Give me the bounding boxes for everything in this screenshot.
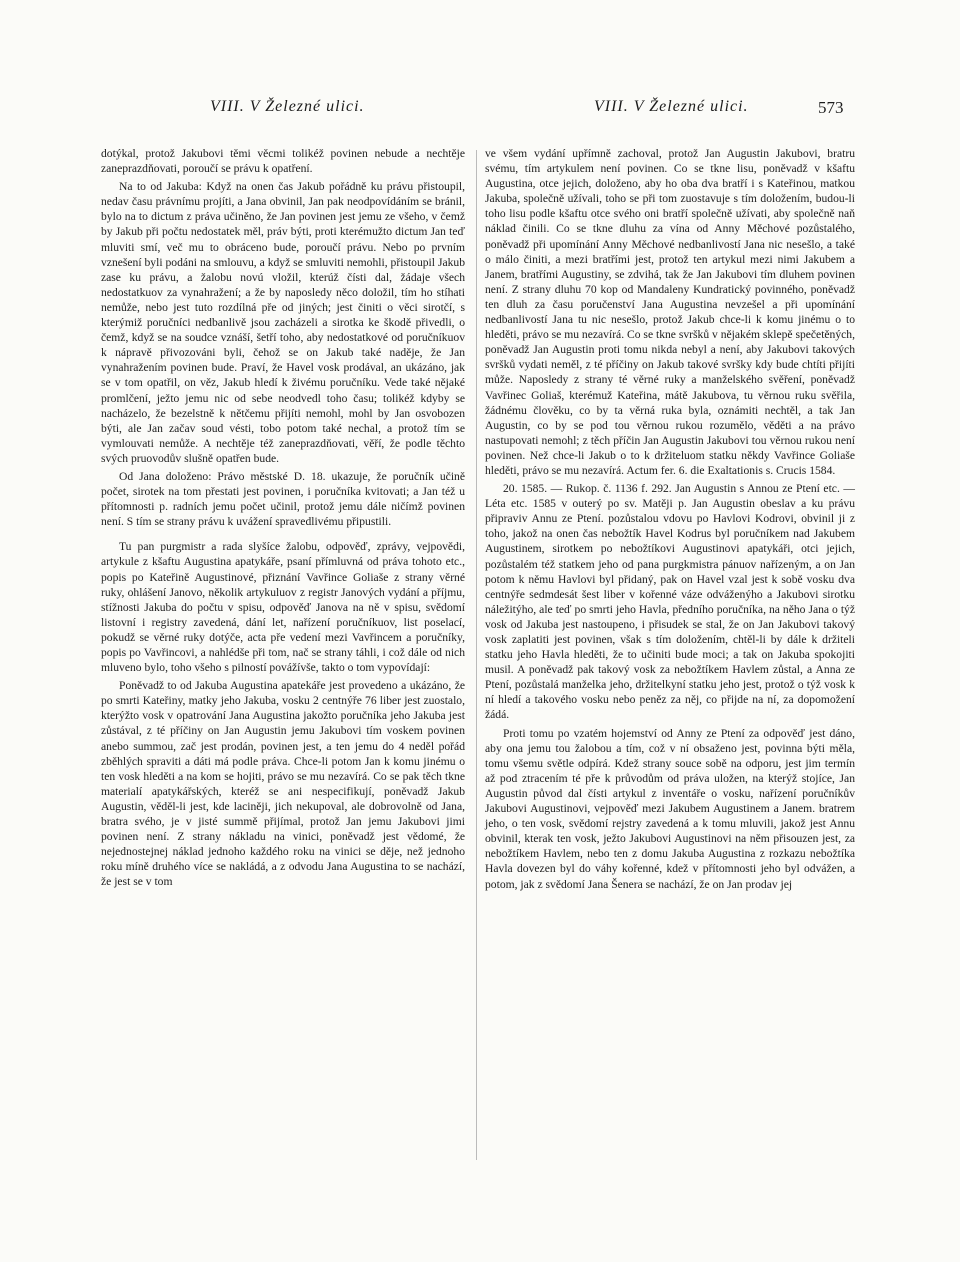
paragraph: Od Jana doloženo: Právo městské D. 18. ukazuje, že poručník učině počet, sirotek na tom přestati jest povinen, i poručníka kvitovati; a Jan též u přítomnosti p. radních jemu počet učinil, protož jemu dále ničímž povinen není. S tím se strany právu k uvážení spravedlivému připustili. <box>101 469 465 529</box>
paragraph: Poněvadž to od Jakuba Augustina apatekáře jest provedeno a ukázáno, že po smrti Kateřiny, matky jeho Jakuba, vosku 2 centnýře 76 liber jest zuostalo, kterýžto vosk v opatrování Jana Augustina jakožto poručníka jeho Jakuba jest zůstával, z té příčiny on Jan Augustin jemu Jakubovi tím voskem povinen anebo summou, zač jest prodán, povinen jest, a ten jemu do 4 neděl pořád zběhlých spraviti a dáti má podle práva. Chce-li potom Jan k komu jinému o ten vosk hleděti a na kom se hojiti, právo se mu nezavírá. Co se pak těch tkne materialí apatykářských, kteréž se ani nespecifikují, poněvadž Jakub Augustin, věděl-li jest, kde laciněji, jich nekupoval, ale dobrovolně od Jana, bratra svého, je v jisté summě přijímal, protož Jan jemu Jakubovi jimi povinen není. Z strany nákladu na vinici, poněvadž jest vědomé, že nejednostejnej náklad jednoho každého roku na vinici se děje, než jednoho roku míně druhého více se nakládá, a z odvodu Jana Augustina to se nachází, že jest se v tom <box>101 679 465 889</box>
right-column <box>485 146 855 892</box>
left-column <box>101 146 465 890</box>
running-header-left: VIII. V Železné ulici. <box>210 98 365 115</box>
paragraph: Proti tomu po vzatém hojemství od Anny ze Ptení za odpověď jest dáno, aby ona jemu tou žalobou a tím, což v ní obsaženo jest, povinna býti měla, tomu všemu světle odpírá. Kdež strany souce sobě na odporu, jest jim termín až pod ztracením té pře k průvodům od práva uložen, na kterýž stojíce, Jan Augustin původ dal čísti artykul z inventáře o vosku, nařízení poručníkův Jakubovi Augustinovi, vejpověď mezi Jakubem Augustinem a Janem. bratrem jeho, o ten vosk, svědomí rejstry zavedená a k tomu mluvili, jakož jest Annu obvinil, kterak ten vosk, ježto Jakubovi Augustinovi na něm přisouzen jest, za nebožtíkem Havlem, nebo ten z domu Jakuba Augustina z rozkazu nebožtíka Havla dovezen byl do váhy kořenné, kdež v přítomnosti jeho byl odvážen, a potom, jak z svědomí Jana Šenera se nachází, že on Jan prodav jej <box>485 726 855 891</box>
paragraph: Na to od Jakuba: Když na onen čas Jakub pořádně ku právu přistoupil, nedav času právnímu projíti, a Jana obvinil, Jan pak neodpovídáním se bránil, bylo na to dictum z práva učiněno, že Jan povinen jest jemu ze všeho, v čemž by Jakub při počtu nedostatek měl, práv býti, proti kterémužto dictum Jan teď mluviti smí, več mu to obráceno bude, poroučí právu. Nebo po prvním vznešení byli podáni na smlouvu, a když se smluviti nemohli, přistoupil Jakub zase ku právu, a žalobu novú vložil, kterúž čísti dal, žádaje všech nedostatkuov za vynahražení; a že by naposledy něco doložil, tím ho stíhati nemůže, nebo jest tuto rozdílná pře od jiných; jest činiti o věci sirotčí, s kterýmiž poručníci nedbanlivě jsou zacházeli a sirotka ke škodě přivedli, o čemž, když se na soudce vznáší, šetří toho, aby nedostatkové od poručníkuov k nápravě přivozováni byli, čehož se on Jakub také naděje, že Jan vynahražením povinen bude. Praví, že Havel vosk prodával, an ukázáno, jak se v tom opatřil, on věz, Jakub hledí k živému poručníku. Vede také nějaké promlčení, ježto jemu nic od sebe neodvedl toho času; tolikéž kdyby se nacházelo, že bezelstně k nětčemu přijíti nemohl, mohl by Jan osvobozen býti, ale Jan začav soud vésti, tobo potom také nechal, a protož tím se vymlouvati nemůže. A nechtěje též zaneprazdňovati, věří, že podle těchto svých pruovodův slušně opatřen bude. <box>101 180 465 465</box>
paragraph: dotýkal, protož Jakubovi těmi věcmi tolikéž povinen nebude a nechtěje zaneprazdňovati, poroučí se právu k opatření. <box>101 147 465 176</box>
page-number: 573 <box>818 98 844 117</box>
paragraph: ve všem vydání upřímně zachoval, protož Jan Augustin Jakubovi, bratru svému, tím artykulem není povinen. Co se tkne lisu, poněvadž v kšaftu Augustina, otce jejich, doloženo, aby ho oba dva bratří i s Kateřinou, matkou Jakuba, společně užívali, toho se při tom zuostavuje s tím doložením, budou-li toho lisu podle kšaftu otce svého oni bratří společně užívati, aby společně naň náklad činili. Co se tkne dluhu za vína od Anny Měchové pozůstalého, poněvadž při upomínání Anny Měchové nedbanlivostí Jana nic nesešlo, a také o málo činiti, a mezi bratřími jest, protož ten artykul mezi nimi Jakubem a Janem, bratřími Augustiny, se zdvihá, tak že Jan Jakubovi tím dluhem povinen není. Z strany dluhu 70 kop od Mandaleny Kundratický povinného, poněvadž ten dluh za času poručenství Jana Augustina nevzešel a při upomínání nedbanlivostí Jana tu nic nesešlo, protož Jakub chce-li k komu jinému o to hleděti, právo se mu nezavírá. Co se tkne svršků v nějakém sklepě spečetěných, poněvadž Jan Augustin proti tomu nikda nebyl a není, aby Jakubovi takových svršků vydati neměl, z té příčiny on Jakub takové svršky kdy bude chtíti přijíti může. Naposledy z strany té věrné ruky a manželského svěření, poněvadž Vavřinec Goliaš, kterémuž Kateřina, mátě Jakubova, tu věrnou ruku svěřila, žádnému člověku, co by ta věrná ruka byla, oznámiti nechtěl, a tak Jan Augustin, co by se pod tou věrnou rukou rozumělo, věděti a na právo nastupovati nemohl; z těch příčin Jan Augustin Jakubovi tou věrnou rukou není povinen. Než chce-li Jakub o to k držiteluom statku někdy Vavřince Goliaše hleděti, právo se mu nezavírá. Actum fer. 6. die Exaltationis s. Crucis 1584. <box>485 147 855 477</box>
paragraph: 20. 1585. — Rukop. č. 1136 f. 292. Jan Augustin s Annou ze Ptení etc. — Léta etc. 1585 v outerý po sv. Matěji p. Jan Augustin obeslav a ku právu připraviv Annu ze Ptení. pozůstalou vdovu po Havlovi Kodrovi, obvinil ji z toho, jakož na onen čas nebožtík Havel Kodrus byl poručníkem nad Jakubem Augustinem, sirotkem po nebožtíkovi Augustinovi apatykáři, otci jejich, pozůstalém též statkem jeho od pana purgkmistra pánuov nařízeným, a on Jan potom k němu Havlovi byl přidaný, pak on Havel vzal jest k sobě vosku dva centnýře sedmdesát šest liber v kořenné váze odváženýho a Jakubovi sirotku náležitýho, ale teď po smrti jeho Havla, předního poručníka, na něho Jana o týž vosk od Jakuba jest nastoupeno, i přisudek se stal, že on Jan Jakubovi takový vosk zaplatiti jest povinen, však s tím doložením, chtěl-li by dále k držiteli statku jeho Havla hleděti, že to učiniti bude moci; a tak on Jakuba spokojiti musil. A poněvadž pak takový vosk za nebožtíkem Havlem zůstal, a Anna ze Ptení, pozůstalá manželka jeho, držitelkyní statku jeho jest, protož o týž vosk k ní hledí a takového vosku nebo peněz za něj, co přijde na ní, za dopomožení žádá. <box>485 482 855 722</box>
column-divider <box>476 150 477 1160</box>
paragraph: Tu pan purgmistr a rada slyšíce žalobu, odpověď, zprávy, vejpovědi, artykule z kšaftu Augustina apatykáře, psaní přímluvná od práva tohoto etc., popis po Kateřině Augustinové, přiznání Vavřince Goliaše z strany věrné ruky, ohlášení Janovo, několik artykuluov z registr Janových vydání a příjmu, stížnosti Jakuba do počtu v spisu, odpověď Janova na ně v spisu, svědomí listovní i registry zavedená, dání let, nařízení poručníkuov, list poselací, pokudž se věrné ruky dotýče, acta pře vedení mezi Vavřincem a poručníky, popis po Vavřincovi, a nahlédše při tom, nač se strany táhli, i což dále od nich mluveno bylo, toho všeho s pilností povážívše, takto o tom vypovídají: <box>101 540 465 675</box>
running-header-right: VIII. V Železné ulici. <box>594 98 749 115</box>
